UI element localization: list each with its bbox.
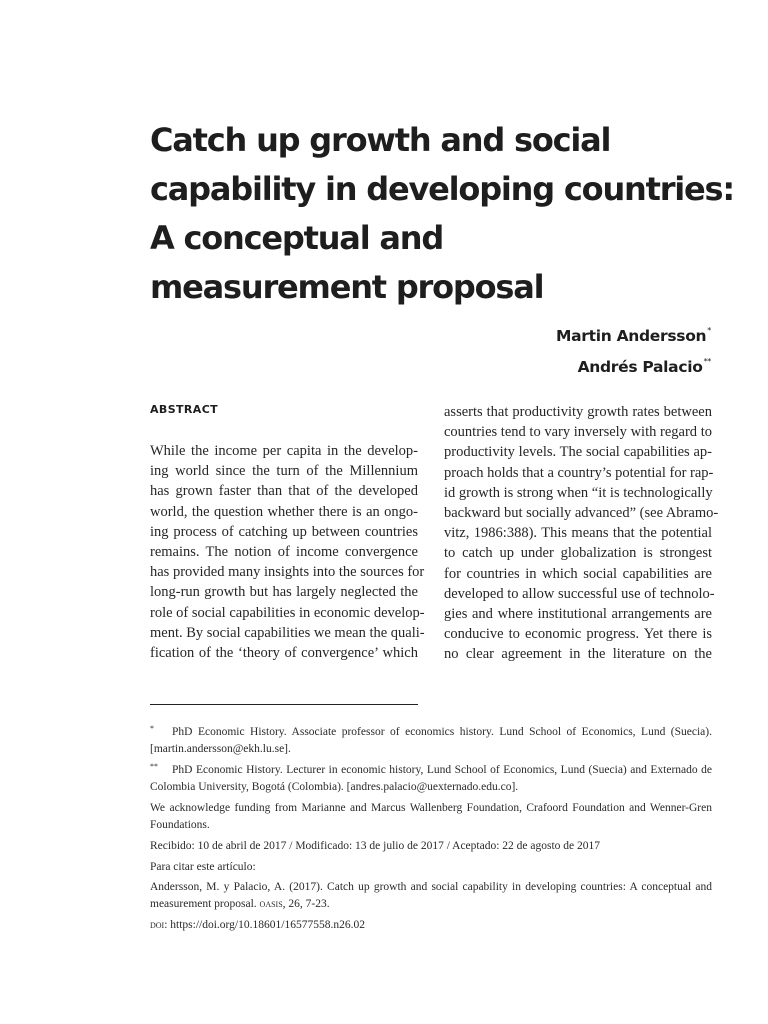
doi-label: doi <box>150 919 165 931</box>
abstract-column-left <box>150 441 425 663</box>
abstract-line: ing process of catching up between countries <box>150 523 418 540</box>
article-title <box>150 116 735 312</box>
abstract-line: developed to allow successful use of technolo- <box>444 585 715 602</box>
abstract-line: to catch up under globalization is strongest <box>444 545 712 562</box>
title-line: A conceptual and <box>150 219 444 257</box>
abstract-line: gies and where institutional arrangements are <box>444 606 712 623</box>
doi <box>150 917 712 934</box>
footnote-mark: * <box>150 724 154 733</box>
abstract-column-right <box>444 402 719 665</box>
author-footnote-mark: ** <box>703 357 711 366</box>
title-line: Catch up growth and social <box>150 121 611 159</box>
abstract-line: id growth is strong when “it is technologically <box>444 484 713 501</box>
abstract-line: backward but socially advanced” (see Abramo- <box>444 505 719 522</box>
abstract-line: for countries in which social capabilities are <box>444 565 712 582</box>
abstract-line: conducive to economic progress. Yet there is <box>444 626 712 643</box>
abstract-line: asserts that productivity growth rates between <box>444 404 712 420</box>
abstract-line: no clear agreement in the literature on the <box>444 646 712 663</box>
abstract-line: vitz, 1986:388). This means that the potential <box>444 525 712 542</box>
footnote-divider <box>150 704 418 705</box>
abstract-line: fication of the ‘theory of convergence’ which <box>150 645 418 662</box>
abstract-line: remains. The notion of income convergence <box>150 544 418 561</box>
author-list <box>556 318 711 380</box>
abstract-line: productivity levels. The social capabilities ap- <box>444 444 712 461</box>
title-line: capability in developing countries: <box>150 170 735 208</box>
abstract-line: role of social capabilities in economic develop- <box>150 604 425 621</box>
funding-note: We acknowledge funding from Marianne and Marcus Wallenberg Foundation, Crafoord Foundation and Wenner-Gren Foundations. <box>150 802 712 831</box>
cite-label: Para citar este artículo: <box>150 860 256 873</box>
abstract-line: world, the question whether there is an ongo- <box>150 503 418 520</box>
abstract-line: ing world since the turn of the Millennium <box>150 463 418 480</box>
abstract-line: countries tend to vary inversely with regard to <box>444 424 712 441</box>
footnote-mark: ** <box>150 762 158 771</box>
journal-name: oasis <box>259 897 283 910</box>
abstract-line: long-run growth but has largely neglected the <box>150 584 418 601</box>
abstract-line: ment. By social capabilities we mean the quali- <box>150 624 425 641</box>
abstract-line: has provided many insights into the sources for <box>150 564 425 581</box>
abstract-line: proach holds that a country’s potential for rap- <box>444 464 714 481</box>
abstract-line: While the income per capita in the develop- <box>150 443 418 459</box>
doi-link[interactable]: : https://doi.org/10.18601/16577558.n26.02 <box>164 919 365 931</box>
footnotes <box>150 724 712 939</box>
received-dates: Recibido: 10 de abril de 2017 / Modificado: 13 de julio de 2017 / Aceptado: 22 de agosto de 2017 <box>150 840 601 852</box>
author-palacio: Andrés Palacio** <box>577 357 711 376</box>
footnote-author-1: * PhD Economic History. Associate professor of economics history. Lund School of Economics, Lund (Suecia). [martin.andersson@ekh.lu.se]. <box>150 724 712 757</box>
author-footnote-mark: * <box>707 326 711 335</box>
abstract-heading: ABSTRACT <box>150 403 219 416</box>
abstract-line: has grown faster than that of the developed <box>150 483 418 500</box>
footnote-author-2: ** PhD Economic History. Lecturer in economic history, Lund School of Economics, Lund (Suecia) and Externado de Colombia University, Bogotá (Colombia). [andres.palacio@uexternado.edu.co]. <box>150 762 712 795</box>
title-line: measurement proposal <box>150 268 544 306</box>
citation: Andersson, M. y Palacio, A. (2017). Catch up growth and social capability in developing countries: A conceptual and measurement proposal. oasis, 26, 7-23. <box>150 881 712 910</box>
author-andersson: Martin Andersson* <box>555 326 711 345</box>
